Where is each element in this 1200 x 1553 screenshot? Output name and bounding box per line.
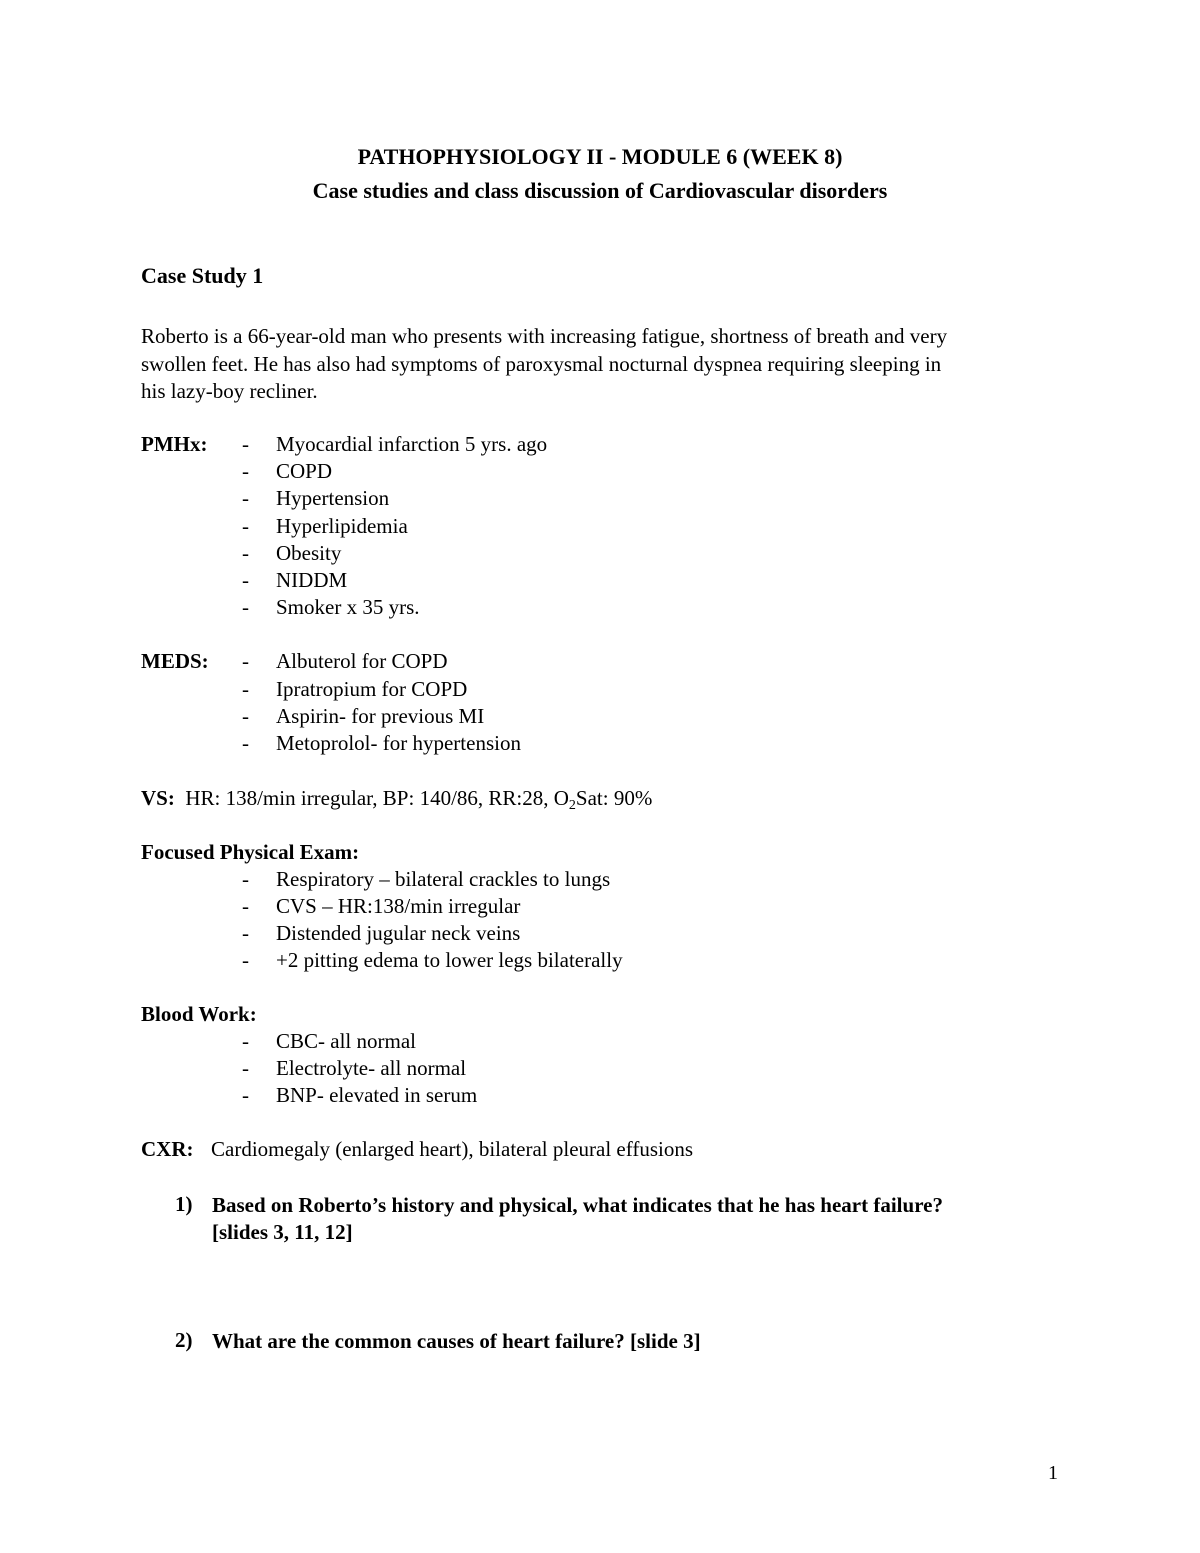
- exam-dash: -: [242, 867, 249, 891]
- pmhx-item: Hypertension: [276, 486, 390, 510]
- pmhx-dash: -: [242, 595, 249, 619]
- pmhx-dash: -: [242, 514, 249, 538]
- question-text: [212, 1192, 943, 1246]
- case-heading: Case Study 1: [141, 263, 264, 288]
- pmhx-dash: -: [242, 432, 249, 456]
- pmhx-dash: -: [242, 459, 249, 483]
- blood-item: BNP- elevated in serum: [276, 1083, 478, 1107]
- question-number: 1): [175, 1192, 193, 1216]
- pmhx-item: Smoker x 35 yrs.: [276, 595, 420, 619]
- question-line: [slides 3, 11, 12]: [212, 1220, 353, 1244]
- vital-signs: [141, 786, 652, 811]
- blood-dash: -: [242, 1029, 249, 1053]
- vs-label: VS:: [141, 786, 175, 810]
- pmhx-item: Hyperlipidemia: [276, 514, 408, 538]
- exam-item: +2 pitting edema to lower legs bilaterally: [276, 948, 623, 972]
- blood-dash: -: [242, 1056, 249, 1080]
- blood-dash: -: [242, 1083, 249, 1107]
- vs-text: HR: 138/min irregular, BP: 140/86, RR:28, O: [185, 786, 569, 810]
- pmhx-dash: -: [242, 568, 249, 592]
- blood-item: Electrolyte- all normal: [276, 1056, 467, 1080]
- meds-dash: -: [242, 704, 249, 728]
- intro-line-3: his lazy-boy recliner.: [141, 379, 318, 403]
- exam-dash: -: [242, 894, 249, 918]
- meds-label: MEDS:: [141, 649, 209, 673]
- exam-item: Respiratory – bilateral crackles to lungs: [276, 867, 611, 891]
- page-number: 1: [1048, 1462, 1058, 1484]
- meds-dash: -: [242, 649, 249, 673]
- question-line: Based on Roberto’s history and physical, what indicates that he has heart failure?: [212, 1193, 943, 1217]
- cxr-label: CXR:: [141, 1137, 194, 1161]
- exam-item: Distended jugular neck veins: [276, 921, 521, 945]
- blood-item: CBC- all normal: [276, 1029, 416, 1053]
- question-number: 2): [175, 1328, 193, 1352]
- vs-subscript: 2: [568, 798, 576, 813]
- meds-dash: -: [242, 731, 249, 755]
- vs-text-after: Sat: 90%: [575, 786, 653, 810]
- cxr-text: Cardiomegaly (enlarged heart), bilateral pleural effusions: [211, 1137, 694, 1161]
- pmhx-item: COPD: [276, 459, 333, 483]
- pmhx-dash: -: [242, 486, 249, 510]
- meds-item: Ipratropium for COPD: [276, 677, 468, 701]
- pmhx-item: Obesity: [276, 541, 342, 565]
- document-title: PATHOPHYSIOLOGY II - MODULE 6 (WEEK 8): [357, 144, 843, 169]
- exam-dash: -: [242, 948, 249, 972]
- intro-paragraph: [141, 323, 947, 406]
- document-subtitle: Case studies and class discussion of Cardiovascular disorders: [312, 178, 888, 203]
- meds-item: Albuterol for COPD: [276, 649, 448, 673]
- blood-label: Blood Work:: [141, 1002, 257, 1026]
- pmhx-item: Myocardial infarction 5 yrs. ago: [276, 432, 548, 456]
- exam-label: Focused Physical Exam:: [141, 840, 360, 864]
- pmhx-label: PMHx:: [141, 432, 208, 456]
- exam-item: CVS – HR:138/min irregular: [276, 894, 521, 918]
- intro-line-1: Roberto is a 66-year-old man who presents with increasing fatigue, shortness of breath and very: [141, 324, 948, 348]
- intro-line-2: swollen feet. He has also had symptoms of paroxysmal nocturnal dyspnea requiring sleeping in: [141, 351, 942, 376]
- pmhx-dash: -: [242, 541, 249, 565]
- meds-dash: -: [242, 677, 249, 701]
- question-text: What are the common causes of heart failure? [slide 3]: [212, 1329, 701, 1353]
- exam-dash: -: [242, 921, 249, 945]
- pmhx-item: NIDDM: [276, 568, 348, 592]
- meds-item: Aspirin- for previous MI: [276, 704, 485, 728]
- meds-item: Metoprolol- for hypertension: [276, 731, 521, 755]
